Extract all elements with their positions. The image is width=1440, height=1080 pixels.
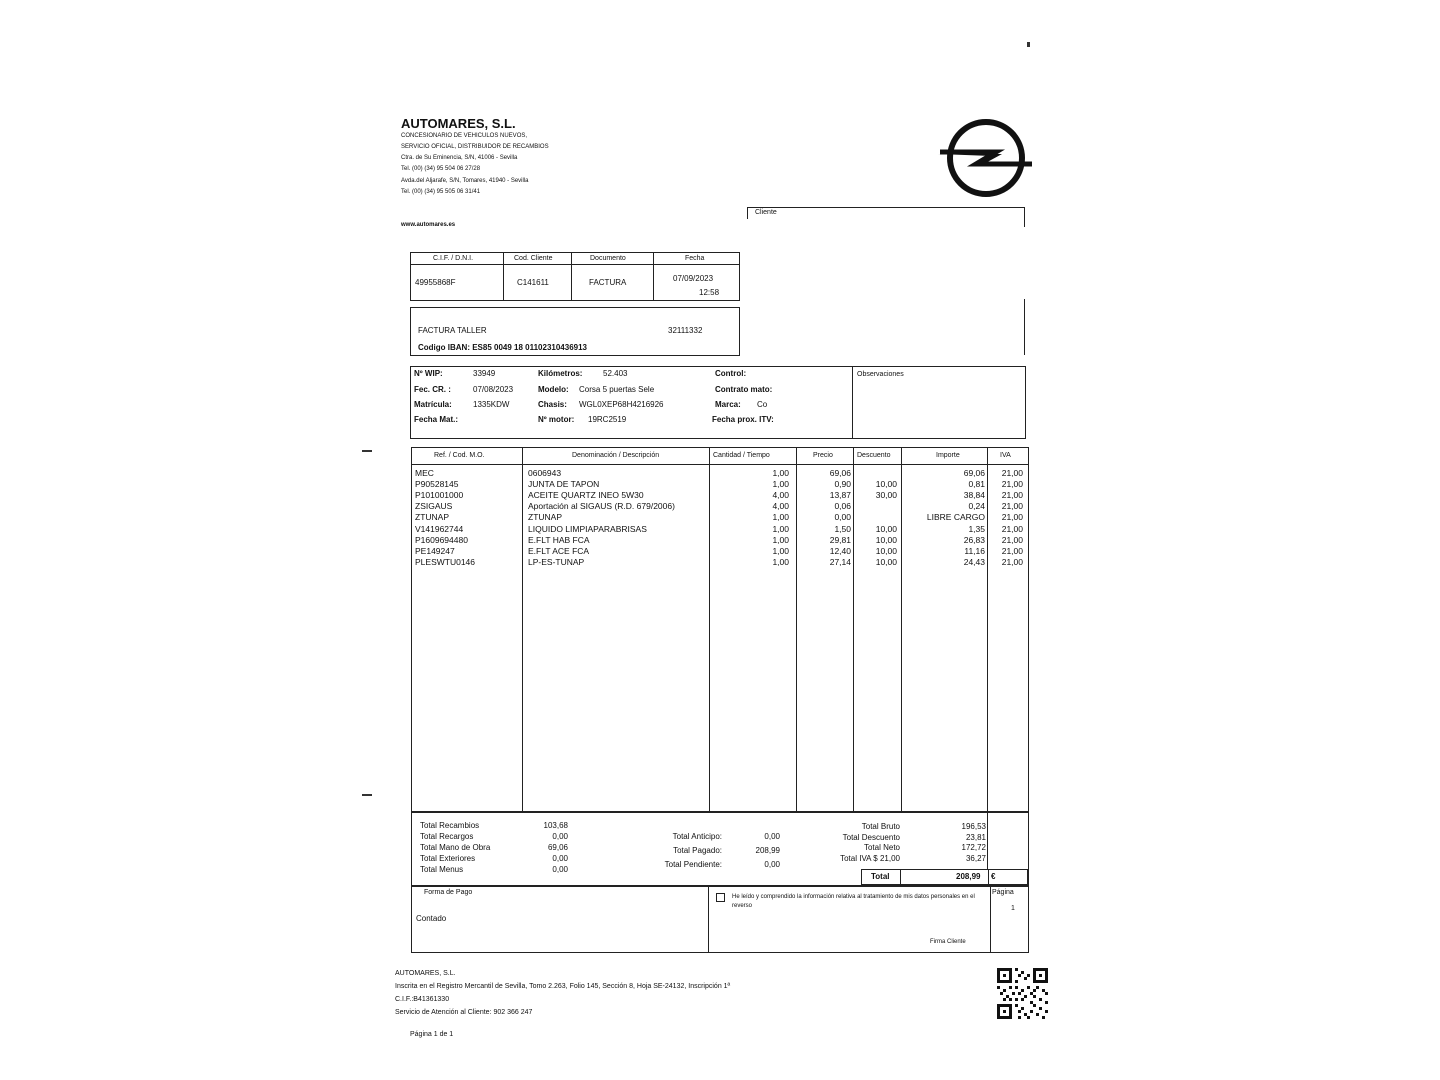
total-label: Total: [871, 872, 890, 881]
footer-box: [411, 886, 1029, 953]
totals-label: Total Anticipo:: [672, 832, 722, 841]
totals-label: Total Recargos: [420, 832, 474, 841]
header-table: [410, 252, 740, 301]
forma-pago-value: Contado: [416, 914, 447, 923]
table-row: [412, 490, 1028, 501]
row-ref: ZSIGAUS: [415, 501, 453, 512]
motor-label: Nº motor:: [538, 415, 575, 424]
invoice-number: 32111332: [668, 326, 703, 335]
row-price: 29,81: [829, 534, 851, 545]
totals-label: Total Exteriores: [420, 854, 476, 863]
row-desc: JUNTA DE TAPON: [528, 479, 600, 490]
totals-label: Total Mano de Obra: [420, 843, 491, 852]
fecha-mat-label: Fecha Mat.:: [414, 415, 459, 424]
row-iva: 21,00: [1001, 545, 1023, 556]
itv-label: Fecha prox. ITV:: [712, 415, 774, 424]
row-disc: 10,00: [875, 479, 897, 490]
company-line: Tel. (00) (34) 95 504 06 27/28: [401, 166, 481, 172]
matricula-label: Matrícula:: [414, 400, 452, 409]
row-disc: 10,00: [875, 545, 897, 556]
col-header-disc: Descuento: [857, 452, 891, 459]
row-ref: P1609694480: [415, 534, 468, 545]
row-price: 0,06: [834, 501, 851, 512]
fecha-value: 07/09/2023: [673, 274, 714, 283]
row-price: 27,14: [829, 556, 851, 567]
wip-value: 33949: [473, 369, 496, 378]
bottom-registry: Inscrita en el Registro Mercantil de Sevilla, Tomo 2.263, Folio 145, Sección 8, Hoja SE-24132, Inscripción 1ª: [395, 983, 731, 990]
modelo-label: Modelo:: [538, 385, 569, 394]
motor-value: 19RC2519: [588, 415, 627, 424]
col-header-qty: Cantidad / Tiempo: [713, 452, 770, 459]
totals-value: 36,27: [965, 853, 986, 863]
totals-box: [411, 812, 1029, 886]
row-amount: 11,16: [964, 545, 985, 556]
total-value: 208,99: [956, 872, 981, 881]
totals-value: 0,00: [764, 832, 780, 841]
totals-label: Total Menus: [420, 865, 464, 874]
bottom-cif: C.I.F.:B41361330: [395, 996, 450, 1003]
row-qty: 1,00: [772, 479, 789, 490]
row-amount: 1,35: [968, 523, 985, 534]
totals-value: 0,00: [552, 832, 568, 841]
row-amount: 38,84: [963, 490, 985, 501]
cif-value: 49955868F: [415, 278, 456, 287]
wip-label: Nº WIP:: [414, 369, 443, 378]
row-price: 0,00: [834, 512, 851, 523]
row-iva: 21,00: [1001, 501, 1023, 512]
row-ref: P101001000: [415, 490, 464, 501]
table-row: [412, 535, 1028, 546]
client-box: [747, 207, 1027, 357]
row-qty: 4,00: [772, 501, 789, 512]
row-amount: 69,06: [963, 468, 985, 478]
vehicle-box: [410, 366, 1026, 439]
row-price: 69,06: [829, 468, 851, 478]
row-desc: 0606943: [528, 468, 562, 478]
col-header-desc: Denominación / Descripción: [572, 452, 660, 459]
marca-value: Co: [757, 400, 768, 409]
totals-value: 0,00: [552, 854, 568, 863]
table-row: [412, 557, 1028, 568]
total-currency: €: [991, 872, 996, 881]
hora-value: 12:58: [699, 288, 720, 297]
pagina-value: 1: [1011, 905, 1015, 912]
documento-value: FACTURA: [589, 278, 627, 287]
invoice-box: [410, 307, 740, 356]
fec-label: Fec. CR. :: [414, 385, 451, 394]
row-desc: ACEITE QUARTZ INEO 5W30: [528, 490, 644, 501]
table-row: [412, 524, 1028, 535]
row-amount: LIBRE CARGO: [926, 512, 985, 523]
row-desc: LP-ES-TUNAP: [528, 556, 585, 567]
table-row: [412, 501, 1028, 512]
totals-value: 69,06: [547, 843, 568, 852]
company-name: AUTOMARES, S.L.: [401, 116, 516, 131]
col-header-price: Precio: [813, 452, 833, 459]
totals-value: 0,00: [552, 865, 568, 874]
row-ref: MEC: [415, 468, 434, 478]
row-desc: LIQUIDO LIMPIAPARABRISAS: [528, 523, 647, 534]
consent-checkbox[interactable]: [716, 893, 725, 902]
chasis-label: Chasis:: [538, 400, 567, 409]
row-qty: 1,00: [772, 534, 789, 545]
observaciones-label: Observaciones: [857, 371, 904, 378]
row-qty: 1,00: [772, 468, 789, 478]
control-label: Control:: [715, 369, 747, 378]
invoice-label: FACTURA TALLER: [418, 326, 487, 335]
client-label: Cliente: [755, 209, 777, 216]
totals-label: Total Recambios: [420, 821, 480, 830]
col-header-amount: Importe: [936, 452, 960, 459]
qr-code-icon: [997, 968, 1048, 1019]
km-value: 52.403: [603, 369, 628, 378]
row-amount: 24,43: [963, 556, 985, 567]
header-cif: C.I.F. / D.N.I.: [433, 255, 474, 262]
company-line: Tel. (00) (34) 95 505 06 31/41: [401, 189, 481, 195]
row-desc: E.FLT HAB FCA: [528, 534, 590, 545]
row-desc: Aportación al SIGAUS (R.D. 679/2006): [528, 501, 675, 512]
chasis-value: WGL0XEP68H4216926: [579, 400, 664, 409]
items-table: [411, 447, 1029, 812]
marca-label: Marca:: [715, 400, 741, 409]
totals-value: 172,72: [961, 843, 986, 852]
row-ref: V141962744: [415, 523, 464, 534]
col-header-iva: IVA: [1000, 452, 1011, 459]
col-header-ref: Ref. / Cod. M.O.: [434, 452, 485, 459]
pagina-label: Página: [992, 889, 1014, 896]
row-price: 0,90: [834, 479, 851, 490]
row-qty: 1,00: [772, 556, 789, 567]
row-qty: 1,00: [772, 545, 789, 556]
totals-value: 103,68: [543, 821, 568, 830]
header-fecha: Fecha: [685, 255, 705, 262]
row-desc: E.FLT ACE FCA: [528, 545, 590, 556]
row-qty: 1,00: [772, 512, 789, 523]
contrato-label: Contrato mato:: [715, 385, 773, 394]
row-disc: 10,00: [875, 534, 897, 545]
row-amount: 0,24: [968, 501, 985, 512]
total-box: [861, 869, 1028, 885]
table-row: [412, 512, 1028, 523]
modelo-value: Corsa 5 puertas Sele: [579, 385, 655, 394]
table-row: [412, 479, 1028, 490]
totals-value: 23,81: [965, 832, 986, 842]
row-price: 12,40: [829, 545, 851, 556]
totals-value: 208,99: [755, 846, 780, 855]
cod-cliente-value: C141611: [517, 278, 549, 287]
totals-label: Total Descuento: [842, 832, 900, 842]
company-line: CONCESIONARIO DE VEHICULOS NUEVOS,: [401, 133, 528, 139]
scan-mark: [362, 794, 372, 796]
row-ref: PLESWTU0146: [415, 556, 475, 567]
scan-mark: [362, 450, 372, 452]
row-amount: 0,81: [968, 479, 985, 490]
totals-label: Total IVA $ 21,00: [840, 853, 900, 863]
row-disc: 30,00: [875, 490, 897, 501]
row-qty: 1,00: [772, 523, 789, 534]
forma-pago-label: Forma de Pago: [424, 889, 473, 896]
consent-text: He leído y comprendido la información relativa al tratamiento de mis datos personales en el reverso: [732, 894, 975, 909]
header-cod-cliente: Cod. Cliente: [514, 255, 553, 262]
row-iva: 21,00: [1001, 534, 1023, 545]
row-disc: 10,00: [875, 523, 897, 534]
bottom-page: Página 1 de 1: [410, 1031, 454, 1038]
totals-label: Total Pagado:: [673, 846, 722, 855]
totals-value: 0,00: [764, 860, 780, 869]
fec-value: 07/08/2023: [473, 385, 514, 394]
row-iva: 21,00: [1001, 523, 1023, 534]
row-iva: 21,00: [1001, 490, 1023, 501]
row-ref: ZTUNAP: [415, 512, 449, 523]
brand-logo-icon: [936, 118, 1036, 200]
row-desc: ZTUNAP: [528, 512, 562, 523]
iban: Codigo IBAN: ES85 0049 18 01102310436913: [418, 343, 587, 352]
row-iva: 21,00: [1001, 468, 1023, 478]
totals-label: Total Neto: [863, 843, 900, 852]
totals-value: 196,53: [961, 822, 986, 831]
row-price: 13,87: [829, 490, 851, 501]
totals-label: Total Bruto: [861, 822, 900, 831]
row-ref: P90528145: [415, 479, 459, 490]
table-row: [412, 468, 1028, 479]
bottom-service: Servicio de Atención al Cliente: 902 366 247: [395, 1009, 533, 1016]
row-qty: 4,00: [772, 490, 789, 501]
row-amount: 26,83: [963, 534, 985, 545]
scan-mark: [1027, 42, 1030, 47]
company-line: SERVICIO OFICIAL, DISTRIBUIDOR DE RECAMBIOS: [401, 144, 549, 150]
row-iva: 21,00: [1001, 556, 1023, 567]
company-web: www.automares.es: [401, 222, 456, 228]
km-label: Kilómetros:: [538, 369, 583, 378]
totals-label: Total Pendiente:: [664, 860, 722, 869]
row-iva: 21,00: [1001, 479, 1023, 490]
items-rows: [412, 468, 1028, 588]
firma-label: Firma Cliente: [930, 939, 966, 945]
row-price: 1,50: [834, 523, 851, 534]
header-documento: Documento: [590, 255, 626, 262]
row-ref: PE149247: [415, 545, 455, 556]
matricula-value: 1335KDW: [473, 400, 510, 409]
table-row: [412, 546, 1028, 557]
company-line: Avda.del Aljarafe, S/N, Tomares, 41940 - Sevilla: [401, 178, 529, 184]
row-disc: 10,00: [875, 556, 897, 567]
bottom-company: AUTOMARES, S.L.: [395, 970, 456, 977]
company-line: Ctra. de Su Eminencia, S/N, 41006 - Sevilla: [401, 155, 518, 161]
row-iva: 21,00: [1001, 512, 1023, 523]
